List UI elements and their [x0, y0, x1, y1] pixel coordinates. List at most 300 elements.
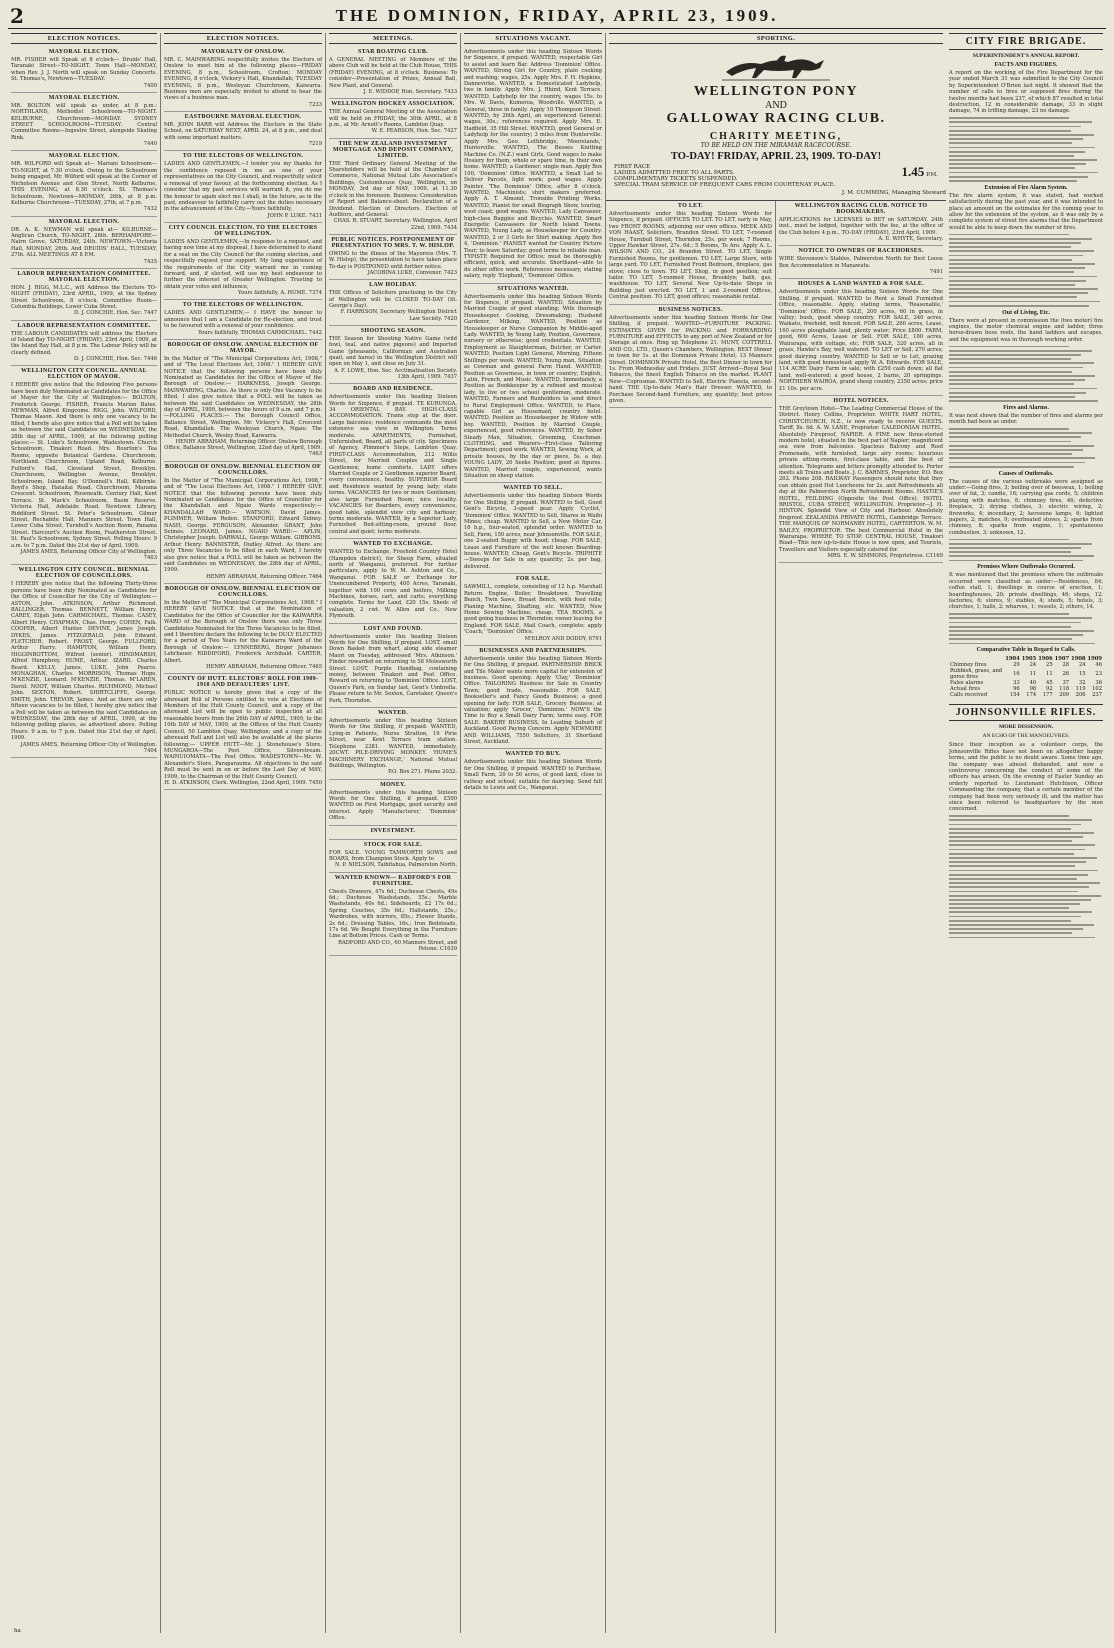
- advertisement: [329, 139, 457, 235]
- advertisement: [11, 93, 157, 152]
- ad-footer: HENRY ABRAHAM, Returning Officer. 7465: [206, 664, 322, 671]
- advertisement: [609, 305, 772, 409]
- table-cell: 36: [1095, 680, 1102, 687]
- text-line: [949, 276, 1097, 278]
- premises-heading: Premises Where Outbreaks Occurred.: [977, 564, 1075, 571]
- text-line: [949, 163, 1086, 165]
- ad-list: [329, 47, 457, 956]
- ad-title: NOTICE TO OWNERS OF RACEHORSES.: [798, 248, 924, 255]
- text-line: [949, 932, 1072, 934]
- text-line: [949, 861, 1086, 863]
- ad-body: LADIES AND GENTLEMEN,— I HAVE the honour to announce that I am a Candidate for Re-election, and trust to be favoured with a renewal of your confidence.: [164, 310, 322, 330]
- text-line: [949, 301, 1100, 303]
- advertisement: [164, 674, 322, 790]
- text-line: [949, 432, 1092, 434]
- text-line: [949, 865, 1075, 867]
- ad-body: Advertisements under this heading Sixteen Words for Sixpence, if prepaid. TE KURUNGA, 34 ORIENTAL BAY. HIGH-CLASS ACCOMMODATION. Trams stop at the door. Large balconies; residence commands the most extensive sea view in Wellington. Terms moderate. APARTMENTS, Furnished, Unfurnished, Board, all parts of city. Specimens of Agency, Plimmer's Steps, Lambton Quay. FIRST-CLASS Accommodation, 212 Willis Street, for Married Couples and Single Gentlemen; home comforts. LADY offers Married Couple or 2 Gentlemen superior Board, every convenience, healthy. SUPERIOR Board and Residence wanted by young lady; state terms. VACANCIES for two or more Gentlemen; also large Furnished Room; nice locality. VACANCIES for Boarders, every convenience, good table, splendid view city and harbour; terms moderate. WANTED, by a Superior Lady, Furnished Bed-sitting-room, ground floor, central and quiet; terms moderate.: [329, 394, 457, 535]
- advertisement: [329, 47, 457, 99]
- column-5: [606, 201, 776, 1633]
- ad-body: Advertisements under this heading Sixteen Words for One Shilling, if prepaid. £500 WANTED on First Mortgage, good security and interest. Apply 'Manufacturer,' 'Dominion' Office.: [329, 789, 457, 822]
- sporting-area: [606, 33, 946, 1633]
- ad-body: LADIES AND GENTLEMEN,—In response to a request, and having now time at my disposal, I have determined to stand for a seat on the City Council for the coming election, and respectfully request your support. My long experience of the requirements of the City warrant me in coming forward, and, if elected, will use my best endeavour to further the interest of Greater Wellington. Trusting to obtain your votes and influence,: [164, 238, 322, 290]
- ad-title: BUSINESS NOTICES.: [658, 306, 723, 313]
- text-line: [949, 878, 1077, 880]
- ad-body: MR. JOHN BARR will Address the Electors in the State School, on SATURDAY NEXT, APRIL 24, at 8 p.m., and deal with some important matters.: [164, 122, 322, 141]
- ad-body: Advertisements under this heading Sixteen Words for One Shilling, if prepaid. WANTED to Sell, Good Gent's Bicycle, 3-speed gear. Apply 'Cyclist,' 'Dominion' Office. WANTED to Sell, Shares in Waihi Mines; cheap. WANTED to Sell, a New Motor Car, 16 h.p., four-seated, splendid order. WANTED to Sell, Farm, 150 acres, near Johnsonville. FOR SALE, one 2-seated Buggy with hood; cheap. FOR SALE, Lease and Furniture of the well known Boarding-house. WANTED, Cheap, Gent's Bicycle. TRIPHITE—Sweeps for Sale in any quantity; 2s. per bag, delivered.: [464, 493, 602, 570]
- advertisement: [329, 235, 457, 280]
- ad-title: PUBLIC NOTICES. POSTPONEMENT OF PRESENTATION TO MRS. T. W. HISLOP.: [331, 236, 455, 249]
- advertisement: [164, 112, 322, 151]
- ad-body: MR. FISHER will Speak at 8 o'clock— Druids' Hall, Taranaki Street—TO-NIGHT. Town Hall—MONDAY, when Rev. J. J. North will speak on Sunday Concerts. St. Thomas's, Newtown—TUESDAY.: [11, 57, 157, 83]
- advertisement: [11, 366, 157, 565]
- table-cell: 206: [1075, 692, 1086, 699]
- column-heading: SITUATIONS VACANT.: [464, 33, 602, 44]
- ad-title: SHOOTING SEASON.: [360, 327, 426, 334]
- table-cell: 15: [1078, 671, 1086, 678]
- ad-title: MAYORAL ELECTION.: [48, 218, 120, 225]
- table-cell: 119: [1075, 686, 1086, 693]
- advertisement: [164, 462, 322, 584]
- facts-heading: FACTS AND FIGURES.: [994, 62, 1058, 68]
- text-line: [949, 159, 1097, 161]
- ad-title: WELLINGTON CITY COUNCIL. BIENNIAL ELECTION OF COUNCILLORS.: [18, 567, 150, 580]
- ad-footer: W. E. PEARSON, Hon. Sec. 7427: [371, 128, 457, 135]
- text-line: [949, 371, 1072, 373]
- text-line: [949, 151, 1085, 153]
- table-cell: 98: [1029, 686, 1037, 693]
- text-line: [949, 924, 1094, 926]
- extension-body: The fire alarm system, it was stated, had worked satisfactorily during the past year, and it was intended to place an amount on the estimates for the coming year to allow for the extension of the system, as it was only by a complete system of street fire alarms that the Department would be able to keep down the number of fires.: [949, 192, 1103, 231]
- text-line: [949, 242, 1081, 244]
- ad-footer: 7435: [143, 258, 157, 265]
- ad-footer: RADFORD AND CO., 60 Manners Street, and Petone. C1639: [338, 939, 457, 953]
- text-line: [949, 907, 1069, 909]
- text-line: [949, 457, 1095, 459]
- text-line: [949, 882, 1100, 884]
- ad-title: STOCK FOR SALE.: [363, 841, 423, 848]
- text-line: [949, 849, 1085, 851]
- table-cell: 24: [1029, 662, 1037, 669]
- text-line: [949, 462, 1085, 464]
- table-cell: 37: [1062, 680, 1070, 687]
- advertisement: [164, 300, 322, 339]
- ad-footer: 7432: [143, 206, 157, 213]
- text-line: [949, 539, 1069, 541]
- text-line: [949, 617, 1092, 619]
- ad-footer: H. D. ATKINSON, Clerk. Wellington, 22nd April, 1909. 7450: [164, 779, 322, 786]
- club-name-line2: GALLOWAY RACING CLUB.: [666, 111, 886, 126]
- text-line: [949, 630, 1094, 632]
- ad-footer: JACOBINA LUKE, Convener. 7423: [367, 269, 457, 276]
- column-heading: ELECTION NOTICES.: [11, 33, 157, 44]
- advertisement: [464, 574, 602, 645]
- ad-footer: F. HARRISON, Secretary Wellington District Law Society. 7420: [340, 309, 457, 322]
- ad-title: WANTED TO EXCHANGE.: [353, 541, 433, 548]
- table-cell: 92: [1046, 686, 1053, 693]
- advertisement: [164, 340, 322, 462]
- premises-body: It was mentioned that the premises where the outbreaks occurred were classified as under:—Residences, 84; coffee stall, 1; dwellings in course of erection, 1; boardinghouses, 20; private dwellings, 46; shops, 12; factories, 6; stores, 9; stables, 4; sheds, 5; hotels, 3; churches, 1; halls, 2; wharves, 1; vessels, 2; others, 14.: [949, 572, 1103, 611]
- text-line: [949, 819, 1092, 821]
- columns: [8, 33, 1106, 1633]
- advertisement: [11, 565, 157, 758]
- text-line: [949, 466, 1074, 468]
- advertisement: [464, 47, 602, 284]
- advertisement: [164, 584, 322, 674]
- ad-title: WELLINGTON HOCKEY ASSOCIATION.: [331, 101, 455, 108]
- table-cell: Chimney fires: [950, 662, 987, 669]
- advertisement: [464, 646, 602, 750]
- rifles-subtitle: MORE DISSENSION.: [998, 724, 1054, 731]
- ladies-free: LADIES ADMITTED FREE TO ALL PARTS.: [614, 170, 735, 176]
- page-number: 2: [10, 4, 24, 28]
- text-line: [949, 305, 1089, 307]
- ad-footer: JAMES AMES, Returning Officer City of Wellington. 7403: [20, 548, 157, 562]
- text-line: [949, 832, 1094, 834]
- ad-body: In the Matter of "The Municipal Corporations Act, 1908," and of "The Local Elections Act, 1908." I HEREBY GIVE NOTICE that the following persons have been duly Nominated as Candidates for the Office of Councillor for the Khandallah and Ngaio Wards respectively:— KHANDALLAH WARD:— WATSON, David James. PLIMMER, William Reden. STANFORD, Edward Sidney. NASH, George. FERGUSON, Alexander. GRANT, John Selmes. LEONARD, James. NGAIO WARD:— APLIN, Christopher Joseph. DARWALL, George William. GIBBONS, Arthur Henry. BANNISTER, Dudley Alfred. As there are only Three Vacancies to be filled in each Ward, I hereby also give notice that a POLL will be taken as between the said Candidates on WEDNESDAY, the 28th day of APRIL, 1909.: [164, 477, 322, 574]
- text-line: [949, 271, 1074, 273]
- advertisement: [329, 384, 457, 539]
- ad-body: I HEREBY give notice that the following Five persons have been duly Nominated as Candidates for the Office of Mayor for the City of Wellington:— BOLTON, Frederick George. FISHER, Francis Marion Bates. NEWMAN, Alfred Kingcome. RIGG, John. WILFORD, Thomas Mason. And there is only one vacancy to be filled, I hereby also give notice that a Poll will be taken as between the said Candidates on WEDNESDAY, the 28th day of APRIL, 1909, at the following polling places:— St. Luke's Schoolroom, Wadestown. Church Schoolroom, Tinakori Road. Mrs. Bourton's Tea Rooms, opposite Botanical Gardens. Churchroom, Northland. Churchroom, Upland Road, Kelburne. Fulford's Hall, Cleveland Street, Brooklyn. Churchroom, Wellington Avenue, Brooklyn. Schoolroom, Island Bay. O'Donnell's Hall, Kilbirnie. Boyd's Shop, Hataitai Road. Churchroom, Marama Crescent. Schoolroom, Roseneath. Century Hall, Kent Terrace. St. Mark's Schoolroom, Basin Reserve. Victoria Hall, Adelaide Road. Newtown Library, Riddiford Street. St. Peter's Schoolroom, Gilmer Street. Rechabite Hall, Manners Street. Town Hall, Lower Cuba Street. Turnbull's Auction Room, Panama Street. Harcourt's Auction Room, Featherston Street. St. Paul's Schoolroom, Sydney Street. Polling Hours: 9 a.m. to 7 p.m. Dated this 21st day of April, 1909.: [11, 382, 157, 549]
- sporting-subcolumns: [606, 201, 946, 1633]
- text-line: [949, 560, 1083, 562]
- table-cell: 237: [1092, 692, 1102, 699]
- advertisement: [329, 539, 457, 623]
- ad-title: MAYORALTY OF ONSLOW.: [201, 49, 285, 55]
- text-line: [949, 840, 1072, 842]
- ad-footer: 7440: [143, 141, 157, 148]
- ad-body: THE LABOUR CANDIDATES will address the Electors of Island Bay TO-NIGHT (FRIDAY), 23rd April, 1909, at the Island Bay Hall, at 8 p.m. The Labour Policy will be clearly defined.: [11, 330, 157, 356]
- ad-body: In the Matter of "The Municipal Corporations Act, 1908." I HEREBY GIVE NOTICE that at the Nomination of Candidates for the Office of Councillor for the KAIWARRA WARD of the Borough of Onslow there was only Three Candidates Nominated for the Three Vacancies to be filled, and I therefore declare the following to be DULY ELECTED for a period of Two Years for the Kaiwarra Ward of the Borough of Onslow:— LYNNEBERG, Birger Johannes Lehrbauer. RIDDIFORD, Frederick Archibald. CARTER, Albert.: [164, 599, 322, 664]
- text-line: [949, 920, 1071, 922]
- ad-title: SITUATIONS WANTED.: [497, 285, 569, 292]
- ad-footer: 7219: [308, 141, 322, 148]
- text-line: [949, 613, 1069, 615]
- text-line: [949, 267, 1085, 269]
- text-lines: [949, 539, 1103, 562]
- table-cell: False alarms: [950, 680, 984, 687]
- text-line: [949, 383, 1074, 385]
- text-line: [949, 126, 1081, 128]
- ad-title: HOTEL NOTICES.: [833, 397, 889, 404]
- ad-footer: MRS. E. W. SIMMONS, Proprietress. C1169: [827, 553, 943, 560]
- text-line: [949, 626, 1071, 628]
- text-line: [949, 238, 1092, 240]
- text-line: [949, 836, 1083, 838]
- advertisement: [779, 201, 943, 246]
- fire-brigade-title: CITY FIRE BRIGADE.: [949, 33, 1103, 50]
- ad-footer: 7491: [929, 269, 943, 276]
- ad-body: Advertisements under this heading Sixteen Words for One Shilling, if prepaid. WANTED, Lying-in Patients, Nurse Stratton, 19 Pirie Street, near Kent Terrace tram station. Telephone 2381. WANTED, immediately, 20CWT. PILE-DRIVING MONKEY. 'HUME'S MACHINERY EXCHANGE,' National Mutual Buildings, Wellington.: [329, 718, 457, 769]
- ad-title: TO LET.: [677, 203, 704, 209]
- text-line: [949, 891, 1078, 893]
- column-news: [946, 33, 1106, 1633]
- ad-footer: HENRY ABRAHAM, Returning Officer. 7464: [206, 573, 322, 580]
- ad-list: [609, 201, 772, 408]
- ad-title: LAW HOLIDAY.: [369, 282, 417, 289]
- table-cell: 45: [1046, 680, 1053, 687]
- calls-heading: Comparative Table in Regard to Calls.: [976, 647, 1076, 654]
- text-line: [949, 895, 1101, 897]
- alarms-body: It was next shown that the number of fires and alarms per month had been as under.: [949, 412, 1103, 426]
- newspaper-page: [8, 6, 1106, 1636]
- text-line: [949, 375, 1095, 377]
- text-line: [949, 155, 1074, 157]
- text-line: [949, 634, 1083, 636]
- text-line: [949, 638, 1072, 640]
- ad-title: STAR BOATING CLUB.: [357, 49, 429, 55]
- text-line: [949, 259, 1072, 261]
- ad-body: APPLICATIONS for LICENSES to BET on SATURDAY, 24th inst., must be lodged, together with the fee, at the office of the Club before 4 p.m., TO-DAY (FRIDAY), 23rd April, 1909.: [779, 217, 943, 236]
- advertisement: [464, 483, 602, 574]
- ad-title: BUSINESSES AND PARTNERSHIPS.: [479, 647, 587, 654]
- text-line: [949, 870, 1098, 872]
- page-footer-code: ha: [14, 1628, 21, 1634]
- ad-body: MR. WILFORD will Speak at— Mariani Schoolroom—TO-NIGHT, at 7.30 o'clock. Owing to the Schoolroom being engaged, Mr. Wilford will speak at the Corner of Nicholson Avenue and Glen Street, North Kelburne, THIS EVENING, at 8.30 o'clock. St. Thomas's Schoolroom, Newtown—MONDAY, 26th, at 8 p.m. Kelburne Churchroom—TUESDAY, 27th, at 7 p.m.: [11, 161, 157, 206]
- advertisement: [11, 151, 157, 216]
- alarms-heading: Fires and Alarms.: [1003, 404, 1049, 411]
- text-line: [949, 296, 1077, 298]
- ad-footer: A. E. WHYTE, Secretary.: [878, 236, 943, 243]
- table-cell: Actual fires: [950, 686, 981, 693]
- text-lines: [949, 428, 1103, 467]
- fire-brigade-subtitle: SUPERINTENDENT'S ANNUAL REPORT.: [972, 53, 1080, 59]
- text-line: [949, 142, 1072, 144]
- ad-footer: N. P. NIELSON, Taihitahua, Palmerston North.: [335, 862, 457, 869]
- rifles-body: Since their inception as a volunteer corps, the Johnsonville Rifles have not been on altogether happy terms, and the public is no doubt aware. Some time ago, the company was almost disbanded, and now a controversy concerning the conduct of some of the officers has arisen. On the evening of Easter Sunday an orderly reported to Lieutenant Hutchison, Officer Commanding the company, that a certain member of the company had been very seriously ill, and the matter has since been referred to headquarters by the men concerned.: [949, 742, 1103, 813]
- text-line: [949, 543, 1092, 545]
- text-line: [949, 392, 1086, 394]
- table-cell: 24: [1078, 662, 1086, 669]
- ad-body: MR. C. MAINWARING respectfully invites the Electors of Onslow to meet him at the following places—FRIDAY EVENING, 8 p.m., Schoolroom, Crofton; MONDAY EVENING, 8 o'clock, Vickery's Hall, Khandallah; TUESDAY EVENING, 8 p.m., Wesleyan Churchroom, Kaiwarra. Business men are especially invited to attend to hear the views of a business man.: [164, 57, 322, 102]
- rifles-title: JOHNSONVILLE RIFLES.: [949, 704, 1103, 721]
- ad-body: LADIES AND GENTLEMEN,—I tender you my thanks for the confidence reposed in me as one of your representatives on the City Council, and respectfully solicit a renewal of your favour, at the forthcoming election. As I consider that my past services will warrant it, you do me the honour to again elect me I shall, in the future, as in the past, endeavour to faithfully carry out the duties necessary in the advancement of the City.—Yours faithfully,: [164, 161, 322, 213]
- text-line: [949, 121, 1092, 123]
- ad-body: OWING to the illness of the Mayoress (Mrs. T. W. Hislop), the presentation to have taken place To-day is POSTPONED until further notice.: [329, 250, 457, 270]
- table-row: [949, 692, 1103, 698]
- advertisement: [164, 223, 322, 300]
- advertisement: [164, 151, 322, 222]
- text-line: [949, 147, 1095, 149]
- ad-title: WANTED.: [378, 710, 408, 717]
- causes-body: The causes of the various outbreaks were assigned as under:—Going fires, 3; boiling over of beeswax, 1; boiling over of fat, 3; candle, 16; carrying gas cords, 5; children playing with matches, 8; chimney fires, 46; defective fireplace, 2; drying clothes, 3; electric wiring, 2; fireworks, 4; incendiary, 2; kerosene lamps, 6; lighted papers, 2; matches, 9; overheated stoves, 2; sparks from chimney, 8; sparks from engine, 1; spontaneous combustion, 3; unknown, 12.: [949, 478, 1103, 536]
- advertisement: [11, 321, 157, 367]
- ad-footer: D. J. CONCHIE, Hon. Sec. 7447: [74, 310, 157, 317]
- text-line: [949, 436, 1081, 438]
- ad-body: THE Annual General Meeting of the Association will be held on FRIDAY, the 30th APRIL, at 8 p.m., at Mr. Arnott's Rooms, Lambton Quay.: [329, 109, 457, 129]
- advertisement: [329, 280, 457, 326]
- ad-title: LABOUR REPRESENTATION COMMITTEE.: [17, 322, 151, 329]
- ad-title: MAYORAL ELECTION.: [48, 49, 120, 55]
- column-heading: MEETINGS.: [329, 33, 457, 44]
- advertisement: [779, 279, 943, 396]
- ad-body: THE Offices of Solicitors practising in the City of Wellington will be CLOSED TO-DAY (St. George's Day).: [329, 290, 457, 309]
- text-line: [949, 388, 1097, 390]
- ad-title: LABOUR REPRESENTATION COMMITTEE. MAYORAL ELECTION.: [17, 270, 151, 283]
- ad-footer: JOHN P. LUKE. 7431: [267, 212, 322, 219]
- text-line: [949, 886, 1089, 888]
- table-cell: 26: [1062, 671, 1070, 678]
- advertisement: [329, 99, 457, 138]
- column-3: [326, 33, 461, 1633]
- text-line: [949, 828, 1071, 830]
- table-cell: 11: [1029, 671, 1037, 678]
- text-line: [949, 280, 1086, 282]
- ad-title: BOROUGH OF ONSLOW. BIENNIAL ELECTION OF COUNCILLORS.: [165, 585, 321, 598]
- ad-footer: CHAS. R. STUART, Secretary. Wellington, April 22nd, 1909. 7434: [333, 218, 457, 231]
- table-cell: 154: [1009, 692, 1020, 699]
- text-line: [949, 167, 1075, 169]
- ad-footer: A. F. LOWE, Hon. Sec. Acclimatisation Society. 13th April, 1909. 7437: [334, 367, 457, 380]
- advertisement: [164, 47, 322, 112]
- text-line: [949, 844, 1095, 846]
- table-header-cell: 1908: [1071, 656, 1086, 663]
- club-name-line1: WELLINGTON PONY: [693, 84, 859, 99]
- ad-body: THE Season for Shooting Native Game (wild fowl, teal, and native pigeons) and Imported Game (pheasants, Californian and Australian quail, and hares) in the Wellington District will open on May 1, and close on July 31.: [329, 335, 457, 368]
- ad-footer: Yours faithfully, THOMAS CARMICHAEL. 7442: [198, 329, 322, 336]
- text-line: [949, 396, 1075, 398]
- facts-body: A report on the working of the Fire Department for the year ended March 31 was submitted to the City Council by Superintendent O'Brien last night. It showed that the number of calls to fires or supposed fires during the twelve months had been 237, of which 87 resulted in total destruction, 12 in considerable damage, 33 in slight damage, 74 in trifling damage, 23 no damage.: [949, 70, 1103, 115]
- ad-title: WELLINGTON RACING CLUB. NOTICE TO BOOKMAKERS.: [794, 203, 928, 215]
- ad-title: MONEY.: [380, 781, 406, 788]
- masthead: [8, 6, 1106, 29]
- ad-body: Advertisements under this heading Sixteen Words for One Shilling, if prepaid. PARTNERSHIP. BRICK and Tile Maker wants more capital for extension of business. Good opening. Apply 'Clay,' 'Dominion' Office. TAILORING Business for Sale in Country Town; good trade, reasonable. FOR SALE, Bookseller's and Fancy Goods Business; a good opening for lady. FOR SALE, Grocery Business; at valuation; apply 'Grocer,' 'Dominion.' NOW'S the Time to Buy a Small Dairy Farm; terms easy. FOR SALE. BAKERY BUSINESS, In Leading Suburb of Auckland. Good Paying Concern. Apply NEWMORE AND WILLIAMS, 7550 Solicitors, 31 Shortland Street, Auckland.: [464, 655, 602, 746]
- text-line: [949, 874, 1088, 876]
- ad-body: MR. BOLTON will speak as under, at 8 p.m.: NORTHLAND, Methodist Schoolroom—TO-NIGHT. KELBURNE, Churchroom—MONDAY. SYDNEY STREET SCHOOLROOM—TUESDAY. Central Committee Rooms—Ingestre Street, alongside Skating Rink.: [11, 102, 157, 141]
- table-cell: 40: [1029, 680, 1037, 687]
- text-lines: [949, 815, 1103, 938]
- ad-body: Advertisements under this heading Sixteen Words for Sixpence, if prepaid. OFFICES TO LET. TO LET, early in May, two FRONT ROOMS, adjoining our own offices. MEEK AND VON HAAST, Solicitors, Brandon Street. TO LET, 7-roomed House, Turnbull Street, Thorndon, 25s. per week; 7 Rooms, Upper Hawker Street, 27s. 6d.; 5 Rooms, Te Aro. Apply A. L. WILSON AND CO., 24 Brandon Street. TO LET, Single Furnished Rooms, for gentlemen. TO LET, Large Store, with large yard. TO LET, Furnished Front Bedroom, fireplace, gas stove; close to town. TO LET, Shop, in good position; suit tailor. TO LET, 5-roomed House, Brooklyn; bath, gas, washhouse. TO LET, Several New Up-to-date Shops in Building just erected. TO LET, 1 and 2-roomed Offices, Central position. TO LET, good offices; reasonable rental.: [609, 211, 772, 301]
- advertisement: [329, 826, 457, 840]
- ad-body: DR. A. K. NEWMAN will speak at— KILBURNE—Anglican Church, TO-NIGHT, 26th. BERHAMPORE—Nairn Grove, SATURDAY, 24th. NEWTOWN—Victoria Hall, MONDAY, 26th. And DRUIDS' HALL, TUESDAY, 27th. ALL MEETINGS AT 8 P.M.: [11, 226, 157, 259]
- ad-body: HON. J. RIGG, M.L.C., will Address the Electors TO-NIGHT (FRIDAY), 23rd APRIL, 1909, at the Sydney Street Schoolroom, 8 o'clock. Committee Room—Columbia Buildings, Lower Cuba Street.: [11, 284, 157, 310]
- text-line: [949, 903, 1080, 905]
- table-header-cell: 1905: [1021, 656, 1037, 663]
- text-line: [949, 176, 1088, 178]
- advertisement: [779, 246, 943, 279]
- ad-title: HOUSES & LAND WANTED & FOR SALE.: [797, 281, 924, 288]
- table-cell: 29: [1013, 662, 1020, 669]
- text-line: [949, 853, 1074, 855]
- table-cell: 177: [1042, 692, 1053, 699]
- ad-body: Advertisements under this heading Sixteen Words for One Shilling, if prepaid. WANTED to Purchase, Small Farm, 20 to 50 acres, of good land, close to railway and school; suitable for dairying. Send full details to Lewis and Co., Wanganui.: [464, 759, 602, 792]
- text-lines: [949, 234, 1103, 307]
- text-line: [949, 445, 1094, 447]
- ad-footer: HENRY ABRAHAM, Returning Officer. Onslow Borough Office, Ballance Street, Wellington, 22nd day of April, 1909. 7463: [164, 439, 322, 458]
- text-line: [949, 130, 1071, 132]
- race-date: TO-DAY! FRIDAY, APRIL 23, 1909. TO-DAY!: [670, 151, 882, 162]
- text-line: [949, 367, 1083, 369]
- living-heading: Out of Living, Etc.: [1002, 309, 1050, 316]
- advertisement: [329, 708, 457, 779]
- venue: TO BE HELD ON THE MIRAMAR RACECOURSE.: [700, 142, 852, 149]
- ad-title: LOST AND FOUND.: [363, 625, 423, 632]
- ad-list: [164, 47, 322, 790]
- text-line: [949, 288, 1098, 290]
- racehorse-icon: [716, 50, 836, 82]
- advertisement: [329, 840, 457, 873]
- table-cell: 209: [1059, 692, 1070, 699]
- table-cell: 25: [1046, 662, 1053, 669]
- advertisement: [329, 780, 457, 826]
- text-line: [949, 246, 1071, 248]
- text-line: [949, 937, 1095, 939]
- ad-body: FOR SALE. YOUNG TAMWORTH SOWS and BOARS, from Champion Stock. Apply to: [329, 849, 457, 862]
- advertisement: [329, 873, 457, 957]
- advertisement: [11, 269, 157, 321]
- rifles-echo: AN ECHO OF THE MANOEUVRES.: [982, 733, 1070, 740]
- club-name-and: AND: [765, 100, 787, 111]
- advertisement: [329, 326, 457, 384]
- ad-title: WANTED TO SELL.: [503, 485, 563, 492]
- text-line: [949, 555, 1094, 557]
- first-race-time: 1.45: [901, 164, 925, 179]
- causes-heading: Causes of Outbreaks.: [998, 470, 1054, 477]
- race-info: [606, 164, 946, 188]
- table-cell: 11: [1046, 671, 1053, 678]
- table-cell: 32: [1078, 680, 1086, 687]
- ad-list: [11, 47, 157, 758]
- column-6: [776, 201, 946, 1633]
- ad-title: TO THE ELECTORS OF WELLINGTON.: [182, 302, 304, 309]
- advertisement: [464, 284, 602, 484]
- advertisement: [609, 201, 772, 305]
- managing-steward: J. M. CUMMING, Managing Steward: [841, 190, 946, 196]
- ad-body: WANTED to Exchange, Freehold Country Hotel (Hampden district), for Sheep Farm, situated north of Wanganui, preferred. For further particulars, apply to W. M. Ashton and Co., Wanganui. FOR SALE or Exchange for Unencumbered Property, 400 Acres, Taranaki, together with 100 cows and heifers, Milking Machines, horses, cart, and carts; everything complete. Terms for Land, £20 15s. Sheds of valuation, 2 cwt. W. Allen and Co., New Plymouth.: [329, 549, 457, 620]
- column-heading: ELECTION NOTICES.: [164, 33, 322, 44]
- text-line: [949, 449, 1083, 451]
- advertisement: [464, 749, 602, 795]
- text-line: [949, 358, 1071, 360]
- text-line: [949, 899, 1091, 901]
- text-line: [949, 263, 1095, 265]
- ad-body: PUBLIC NOTICE is hereby given that a copy of the aforesaid Roll of Persons entitled to vote at Elections of Members of the Hutt County Council, and a copy of the aforesaid List will be open to public inspection at all reasonable hours from the 26th DAY of APRIL, 1909, to the 10th DAY of MAY, 1909, at the Offices of the Hutt County Council, 50 Lambton Quay, Wellington; and a copy of the aforesaid Roll and List will also be available at the places following:— UPPER HUTT—Mr. J. Stonehouse's Store. MUNGAROA—The Post Office, Silverstream. WAINUIOMATA—The Post Office. WADESTOWN—Mr. W. Alexander's Store, Paraparaumu. All objections to the said Roll must be sent in on or before the Last Day of MAY, 1909, to the Chairman of the Hutt County Council.: [164, 690, 322, 780]
- text-line: [949, 234, 1069, 236]
- text-line: [949, 453, 1072, 455]
- text-line: [949, 928, 1083, 930]
- ad-body: Advertisements under this heading Sixteen Words for Sixpence, if prepaid. WANTED, Situation by Married Couple of good standing; Wife thorough Housekeeper, Cooking, Dressmaking; Husband Gardener, Milking. WANTED, Position as Housekeeper or Nurse Companion by Middle-aged Lady. WANTED, by Young Lady, Position, Governess, nursery or otherwise; good credentials. WANTED, Employment as Slaughterman, Butcher, or Carter. WANTED, Position Light General, Morning, Fifteen Shillings per week. WANTED, Young man, Situation as Cowman and general Farm Hand. WANTED, Position as Governess, in town or country; English, Latin, French, and Music. WANTED, Immediately, a Position as Bookkeeper by a refined and musical lady, to live or two school gentlemen, moderate. WANTED, Farmers and Runholders to send direct to Rural Employment Office. WANTED, to Place, capable Girl as Housemaid, country hotel. WANTED, Position as Housekeeper by Widow with boy. WANTED, Position by Married Couple, experienced, good references. WANTED, by Sober Steady Man, Situation, Grooming, Coachman. CLOTHING, and Wearers—First-class Tailoring Department; good work. WANTED, Sewing Work, at private houses, by the day or piece, 5s. a day. YOUNG LADY, 20 Seeks Position; good at figures. WANTED, Married couple, experienced, wants Situation on sheep station.: [464, 293, 602, 479]
- ad-list: [464, 47, 602, 795]
- table-cell: Calls received: [950, 692, 988, 699]
- ad-body: Advertisements under this heading Sixteen Words for One Shilling, if prepaid. LOST, small Down Basket from wharf, along side steamer Maori on Tuesday, addressed 'Mrs. Atkinson.' Finder rewarded on returning to 58 Molesworth Street. LOST, Purple Handbag, containing money, between Tinakori and Post Office. Reward on returning to 'Dominion' Office. LOST, Queen's Park, on Sunday last, Gent's Umbrella. Please return to Mr. Sexton, Caretaker, Queen's Park, Thorndon.: [329, 633, 457, 704]
- extension-heading: Extension of Fire Alarm System.: [984, 184, 1068, 191]
- table-cell: 102: [1092, 686, 1102, 693]
- text-line: [949, 354, 1081, 356]
- text-lines: [949, 346, 1103, 402]
- advertisement: [11, 47, 157, 93]
- ad-footer: Yours faithfully, A. HUME. 7374: [238, 290, 322, 297]
- text-line: [949, 551, 1071, 553]
- table-cell: 118: [1059, 686, 1070, 693]
- living-body: There were at present in commission the (two motor) fire engines, the motor chemical engine and ladder, three horse-drawn hose reels, the hand ladders and escapes, and the equipment was in thorough working order.: [949, 317, 1103, 343]
- ad-footer: J. E. WIDDOP, Hon. Secretary. 7433: [363, 89, 457, 96]
- text-lines: [949, 613, 1103, 644]
- ad-body: In the Matter of "The Municipal Corporations Act, 1908," and of "The Local Elections Act, 1908." I HEREBY GIVE NOTICE that the following persons have been duly Nominated as Candidates for the Office of Mayor of the Borough of Onslow:— HARKNESS, Joseph George. MAINWARING, Charles. As there is only One Vacancy to be filled, I also give notice that a POLL will be taken as between the said Candidates on WEDNESDAY, the 28th day of APRIL, 1909, between the hours of 9 a.m. and 7 p.m. —POLLING PLACES:— The Borough Council Office, Ballance Street, Wellington. Mr. Vickery's Hall, Crescent Road, Khandallah. The Wesleyan Church, Ngaio. The Methodist Church, Wesley Road, Kaiwarra.: [164, 355, 322, 439]
- meeting-title: CHARITY MEETING,: [709, 131, 843, 142]
- ad-body: SAWMILL, complete, consisting of 12 h.p. Marshall Return Engine, Boiler, Breakdown, Travelling Bench, Twin Saws, Breast Bench, with feed rolls; Planing Machine, Shafting, etc. WANTED, New Home Sewing Machine; cheap. TEA ROOMS, a good going business in Thorndon; owner leaving for England. FOR SALE, Mail Coach, complete; apply 'Coach,' 'Dominion' Office.: [464, 584, 602, 636]
- text-line: [949, 346, 1069, 348]
- text-line: [949, 441, 1071, 443]
- ad-title: BOARD AND RESIDENCE.: [353, 386, 433, 393]
- ad-title: MAYORAL ELECTION.: [48, 94, 120, 101]
- ad-title: MAYORAL ELECTION.: [48, 153, 120, 160]
- table-header-cell: 1904: [1005, 656, 1020, 663]
- ad-body: A GENERAL MEETING of Members of the above Club will be held at the Club House, THIS (FRIDAY) EVENING, at 8 o'clock. Business: To consider—Presentation of Prizes, Annual Ball, New Plant, and General.: [329, 57, 457, 89]
- ad-body: Chests Drawers, 47s 6d.; Duchesse Chests, 49s 6d.; Duchesse Washstands, 55s.; Marble Washstands, 40s 6d.; Sideboards, £2 17s 6d.; Spring Couches, 35s 6d.; Hallstands, 25s.; Wardrobes, with mirrors, 85s.; Flower Stands, 2s 6d.; Dressing Tables, 16s.; Iron Bedsteads, 17s 6d. We Bought Everything in the Furniture Line at Bottom Prices. Cash or Terms.: [329, 888, 457, 940]
- text-line: [949, 916, 1081, 918]
- text-line: [949, 284, 1075, 286]
- table-cell: 16: [1013, 671, 1020, 678]
- table-cell: 174: [1026, 692, 1037, 699]
